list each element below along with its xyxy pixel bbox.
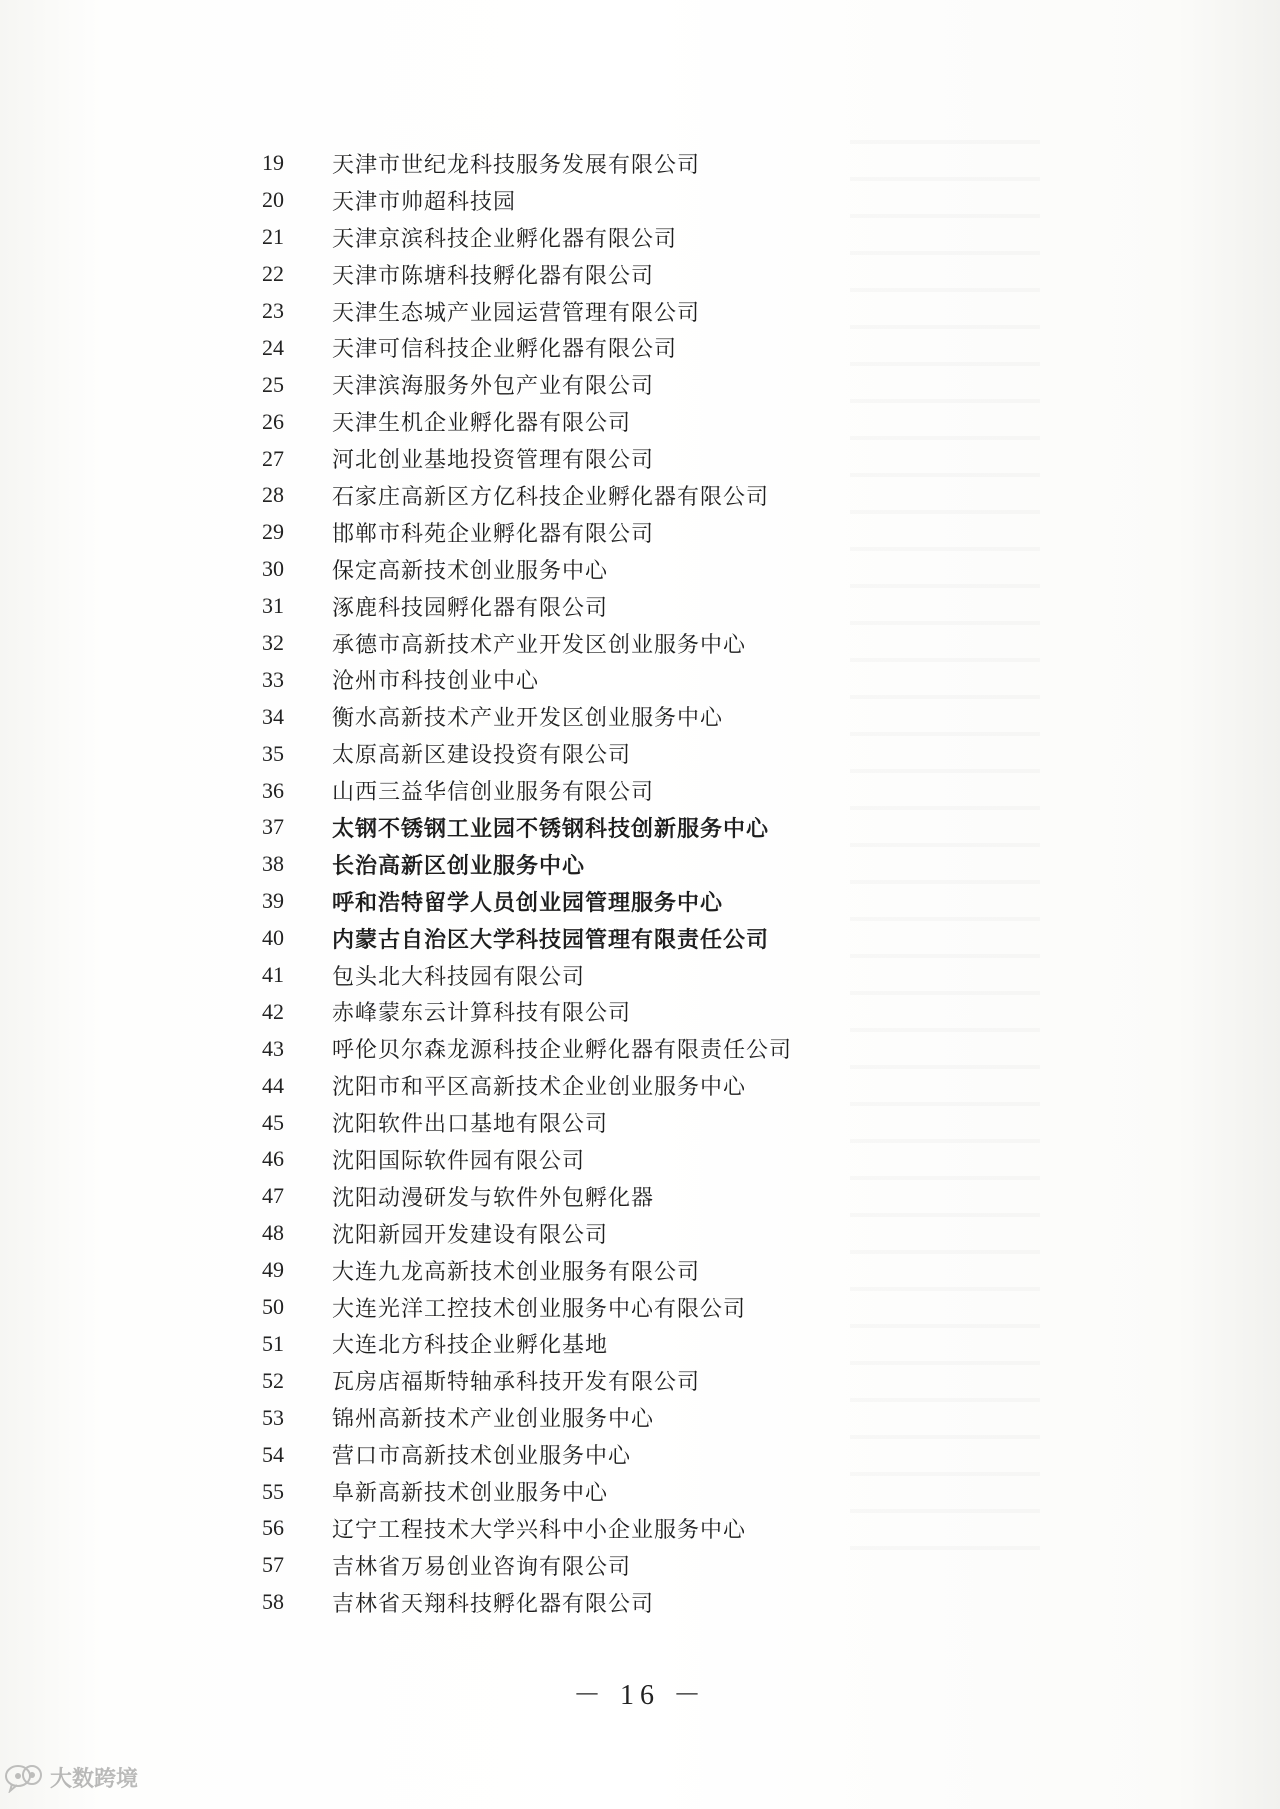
entry-number: 43 [262,1035,284,1061]
entry-number: 49 [262,1257,284,1283]
entry-number: 48 [262,1220,284,1246]
chat-bubble-logo-icon [4,1763,44,1793]
entry-number: 58 [262,1589,284,1615]
entry-number: 39 [262,888,284,914]
list-item [200,735,1080,772]
entry-name: 天津京滨科技企业孵化器有限公司 [332,226,678,252]
list-item [200,920,1080,957]
watermark [4,1762,138,1793]
entry-number: 36 [262,777,284,803]
list-item [200,625,1080,662]
entry-name: 营口市高新技术创业服务中心 [332,1444,632,1470]
entry-number: 44 [262,1072,284,1098]
entry-number: 50 [262,1294,284,1320]
list-item [200,440,1080,477]
entry-name: 天津市帅超科技园 [332,189,517,215]
list-item [200,588,1080,625]
entry-name: 包头北大科技园有限公司 [332,964,586,990]
entry-name: 河北创业基地投资管理有限公司 [332,448,655,474]
list-item [200,1141,1080,1178]
entry-number: 35 [262,740,284,766]
entry-number: 25 [262,371,284,397]
list-item [200,1584,1080,1621]
entry-number: 53 [262,1404,284,1430]
entry-number: 31 [262,593,284,619]
entry-number: 38 [262,851,284,877]
list-item [200,772,1080,809]
entry-name: 大连九龙高新技术创业服务有限公司 [332,1259,701,1285]
entry-name: 太钢不锈钢工业园不锈钢科技创新服务中心 [332,815,770,842]
entry-name: 天津可信科技企业孵化器有限公司 [332,337,678,363]
entry-number: 32 [262,630,284,656]
list-item [200,1399,1080,1436]
entry-number: 51 [262,1330,284,1356]
list-item [200,957,1080,994]
entry-name: 沈阳软件出口基地有限公司 [332,1112,609,1138]
entry-number: 52 [262,1367,284,1393]
entry-name: 石家庄高新区方亿科技企业孵化器有限公司 [332,484,770,510]
list-item [200,1436,1080,1473]
entry-name: 邯郸市科苑企业孵化器有限公司 [332,521,655,547]
list-item [200,661,1080,698]
entry-number: 56 [262,1515,284,1541]
entry-number: 37 [262,814,284,840]
entry-name: 天津滨海服务外包产业有限公司 [332,374,655,400]
list-item [200,403,1080,440]
list-item [200,1510,1080,1547]
entry-list [200,145,1080,1621]
entry-name: 呼和浩特留学人员创业园管理服务中心 [332,889,724,916]
list-item [200,366,1080,403]
list-item [200,1030,1080,1067]
entry-name: 呼伦贝尔森龙源科技企业孵化器有限责任公司 [332,1038,793,1064]
entry-name: 沧州市科技创业中心 [332,669,540,695]
entry-number: 42 [262,998,284,1024]
entry-name: 沈阳市和平区高新技术企业创业服务中心 [332,1075,747,1101]
entry-name: 吉林省万易创业咨询有限公司 [332,1554,632,1580]
entry-name: 辽宁工程技术大学兴科中小企业服务中心 [332,1517,747,1543]
list-item [200,1473,1080,1510]
entry-name: 吉林省天翔科技孵化器有限公司 [332,1591,655,1617]
entry-number: 22 [262,261,284,287]
list-item [200,1252,1080,1289]
entry-number: 28 [262,482,284,508]
list-item [200,329,1080,366]
entry-number: 57 [262,1552,284,1578]
page-number: － 16 － [572,1680,707,1711]
entry-name: 保定高新技术创业服务中心 [332,558,609,584]
list-item [200,219,1080,256]
entry-name: 沈阳新园开发建设有限公司 [332,1222,609,1248]
entry-name: 山西三益华信创业服务有限公司 [332,780,655,806]
list-item [200,182,1080,219]
entry-name: 天津市陈塘科技孵化器有限公司 [332,263,655,289]
entry-number: 45 [262,1109,284,1135]
entry-name: 衡水高新技术产业开发区创业服务中心 [332,706,724,732]
entry-number: 27 [262,445,284,471]
entry-number: 30 [262,556,284,582]
list-item [200,1362,1080,1399]
list-item [200,993,1080,1030]
list-item [200,1289,1080,1326]
list-item [200,809,1080,846]
list-item [200,514,1080,551]
list-item [200,477,1080,514]
entry-number: 34 [262,703,284,729]
list-item [200,256,1080,293]
list-item [200,551,1080,588]
entry-number: 41 [262,962,284,988]
entry-name: 太原高新区建设投资有限公司 [332,743,632,769]
list-item [200,698,1080,735]
entry-name: 瓦房店福斯特轴承科技开发有限公司 [332,1370,701,1396]
entry-number: 33 [262,666,284,692]
entry-number: 21 [262,224,284,250]
entry-name: 长治高新区创业服务中心 [332,852,586,879]
entry-name: 天津生机企业孵化器有限公司 [332,411,632,437]
entry-number: 26 [262,408,284,434]
entry-name: 天津生态城产业园运营管理有限公司 [332,300,701,326]
list-item [200,1104,1080,1141]
entry-number: 54 [262,1441,284,1467]
entry-name: 大连北方科技企业孵化基地 [332,1333,609,1359]
entry-name: 涿鹿科技园孵化器有限公司 [332,595,609,621]
watermark-text: 大数跨境 [50,1767,139,1792]
entry-number: 29 [262,519,284,545]
list-item [200,846,1080,883]
entry-number: 20 [262,187,284,213]
list-item [200,293,1080,330]
list-item [200,145,1080,182]
entry-name: 内蒙古自治区大学科技园管理有限责任公司 [332,926,770,953]
list-item [200,1178,1080,1215]
list-item [200,1326,1080,1363]
entry-number: 55 [262,1478,284,1504]
entry-name: 赤峰蒙东云计算科技有限公司 [332,1001,632,1027]
entry-name: 沈阳国际软件园有限公司 [332,1148,586,1174]
list-item [200,1215,1080,1252]
entry-name: 天津市世纪龙科技服务发展有限公司 [332,152,701,178]
list-item [200,883,1080,920]
entry-name: 承德市高新技术产业开发区创业服务中心 [332,632,747,658]
entry-number: 24 [262,334,284,360]
entry-name: 阜新高新技术创业服务中心 [332,1481,609,1506]
entry-name: 大连光洋工控技术创业服务中心有限公司 [332,1296,747,1322]
entry-number: 40 [262,925,284,951]
entry-number: 47 [262,1183,284,1209]
entry-number: 46 [262,1146,284,1172]
entry-name: 沈阳动漫研发与软件外包孵化器 [332,1185,655,1211]
list-item [200,1547,1080,1584]
entry-name: 锦州高新技术产业创业服务中心 [332,1407,655,1433]
entry-number: 19 [262,150,284,176]
entry-number: 23 [262,298,284,323]
list-item [200,1067,1080,1104]
